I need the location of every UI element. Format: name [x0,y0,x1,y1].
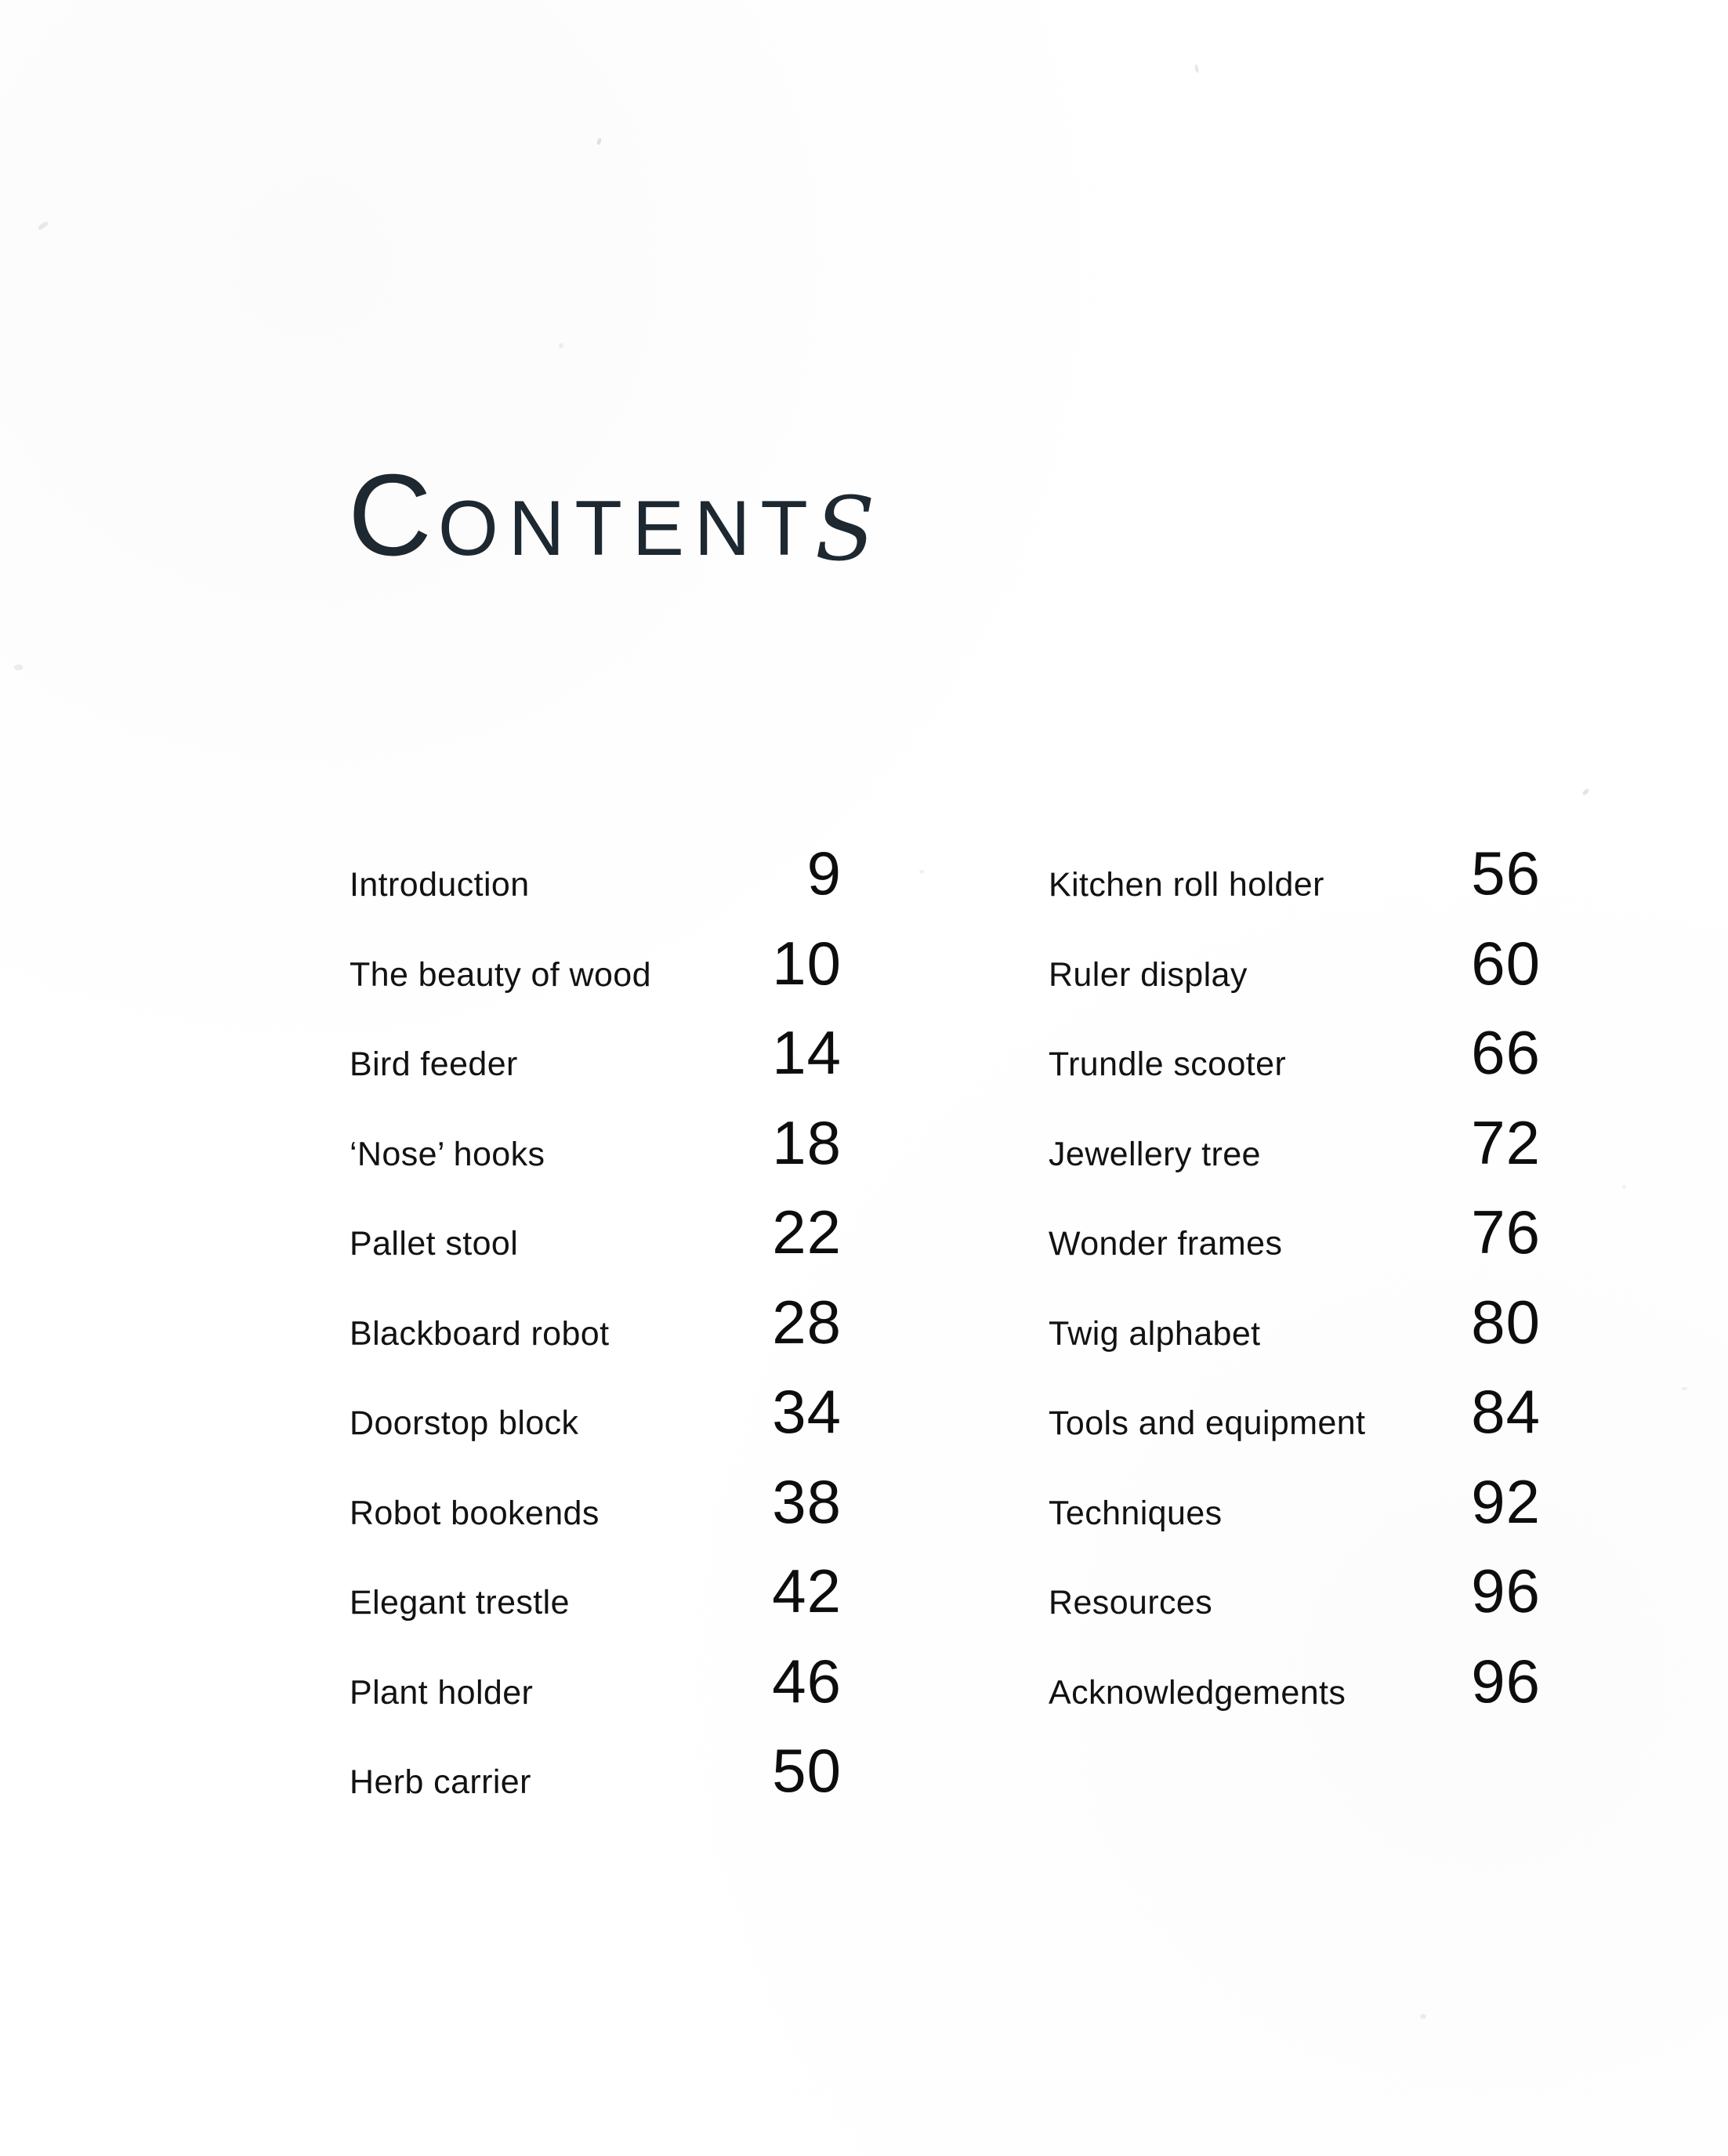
entry-label: Elegant trestle [349,1583,570,1622]
entry-page-number: 84 [1471,1377,1541,1446]
contents-entry[interactable] [1048,1440,1541,1536]
entry-label: Techniques [1048,1494,1223,1532]
entry-label: Acknowledgements [1048,1673,1346,1712]
entry-label: Blackboard robot [349,1314,610,1353]
entry-label: Jewellery tree [1048,1135,1261,1173]
entry-page-number: 92 [1471,1466,1541,1536]
entry-label: Ruler display [1048,955,1248,994]
entry-label: Plant holder [349,1673,534,1712]
scan-speck [559,343,563,348]
page-title-smallcaps: ONTENT [437,484,818,571]
entry-page-number: 14 [772,1017,842,1088]
entry-page-number: 42 [772,1556,842,1626]
contents-entry[interactable] [349,1440,842,1536]
contents-entry[interactable] [349,1708,842,1805]
scan-speck [1194,64,1199,74]
page-title-final-s: S [814,478,875,581]
contents-entry[interactable] [1048,1170,1541,1266]
entry-page-number: 9 [806,839,842,908]
entry-label: Tools and equipment [1048,1404,1366,1443]
contents-entry[interactable] [1048,1529,1541,1626]
scan-speck [1622,1185,1626,1189]
entry-page-number: 76 [1471,1198,1541,1266]
entry-label: Twig alphabet [1048,1314,1261,1353]
contents-column-left [349,811,842,1805]
entry-page-number: 28 [772,1287,842,1357]
entry-label: Herb carrier [349,1763,531,1802]
entry-page-number: 72 [1471,1107,1541,1177]
entry-label: Robot bookends [349,1494,600,1532]
contents-entry[interactable] [349,901,842,998]
entry-label: Introduction [349,865,530,904]
entry-page-number: 96 [1471,1556,1541,1626]
scan-speck [1581,788,1589,796]
scan-speck [596,137,603,145]
entry-page-number: 66 [1471,1017,1541,1088]
scan-speck [1682,1387,1687,1390]
scan-speck [1420,2014,1426,2019]
scan-speck [38,221,49,231]
contents-entry[interactable] [349,991,842,1088]
entry-label: Pallet stool [349,1224,519,1263]
entry-label: Doorstop block [349,1404,579,1443]
entry-page-number: 80 [1471,1287,1541,1357]
entry-label: Resources [1048,1583,1213,1622]
page-title [348,450,878,581]
contents-entry[interactable] [349,1081,842,1177]
contents-entry[interactable] [349,1170,842,1266]
entry-label: The beauty of wood [349,955,651,994]
entry-label: Bird feeder [349,1045,518,1084]
entry-page-number: 10 [772,928,842,998]
entry-page-number: 22 [772,1198,842,1266]
entry-page-number: 96 [1471,1646,1541,1716]
page-title-initial: C [348,450,438,580]
contents-entry[interactable] [1048,1081,1541,1177]
entry-page-number: 34 [772,1377,842,1446]
contents-entry[interactable] [349,1529,842,1626]
contents-entry[interactable] [1048,811,1541,908]
entry-label: Kitchen roll holder [1048,865,1324,904]
scan-speck [919,870,924,874]
contents-entry[interactable] [1048,901,1541,998]
entry-page-number: 46 [772,1646,842,1716]
entry-page-number: 38 [772,1466,842,1536]
contents-column-right [1048,811,1541,1716]
entry-page-number: 60 [1471,928,1541,998]
entry-page-number: 18 [772,1107,842,1177]
entry-label: ‘Nose’ hooks [349,1135,545,1173]
contents-entry[interactable] [349,1350,842,1446]
entry-page-number: 50 [772,1736,842,1805]
scan-speck [14,665,23,670]
entry-page-number: 56 [1471,839,1541,908]
contents-entry[interactable] [349,811,842,908]
entry-label: Trundle scooter [1048,1045,1287,1084]
contents-entry[interactable] [1048,1619,1541,1716]
contents-entry[interactable] [1048,1350,1541,1446]
contents-entry[interactable] [349,1619,842,1716]
entry-label: Wonder frames [1048,1224,1283,1263]
contents-entry[interactable] [349,1260,842,1357]
contents-entry[interactable] [1048,1260,1541,1357]
contents-entry[interactable] [1048,991,1541,1088]
